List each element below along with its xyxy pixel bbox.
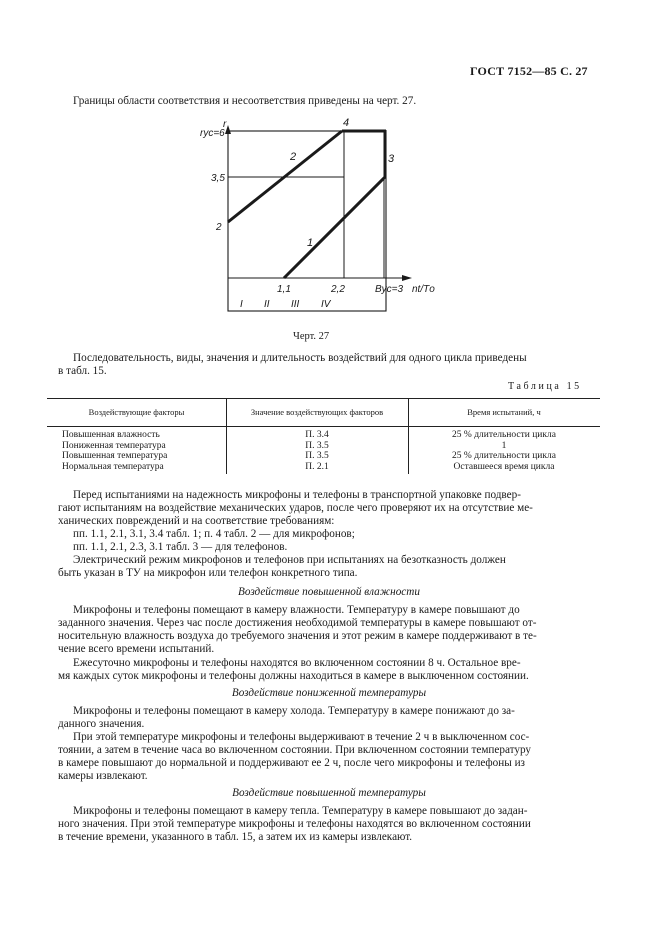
line-label-1: 1 — [307, 237, 314, 249]
line-label-3: 3 — [388, 153, 395, 165]
table-col-factors — [62, 430, 167, 472]
table-cell: Повышенная влажность — [62, 430, 160, 440]
table-cell: П. 2.1 — [305, 461, 329, 472]
sec2-line: тоянии, а затем в течение часа во включенном состоянии. При включенном состоянии температуру — [58, 744, 532, 756]
para1-line2: в табл. 15. — [58, 365, 107, 377]
sec2-line: данного значения. — [58, 718, 145, 730]
line-label-4: 4 — [343, 117, 350, 129]
y-tick-3-5: 3,5 — [211, 173, 225, 184]
table-cell: П. 3.5 — [305, 451, 329, 462]
sec2-line: в камере повышают до нормальной и поддерживают ее 2 ч, после чего микрофоны и телефоны из — [58, 757, 525, 769]
sec3-line: ного значения. При этой температуре микрофоны и телефоны находятся во включенном состоянии — [58, 818, 531, 830]
table-cell: Повышенная температура — [62, 451, 168, 462]
table-cell: П. 3.5 — [305, 440, 329, 451]
table-cell: 25 % длительности цикла — [452, 430, 556, 440]
sec2-line: Микрофоны и телефоны помещают в камеру холода. Температуру в камере понижают до за- — [73, 705, 515, 717]
sec2-line: камеры извлекают. — [58, 770, 148, 782]
table-cell: Пониженная температура — [62, 440, 166, 451]
table-cell: П. 3.4 — [305, 430, 329, 440]
zone-IV: IV — [321, 299, 331, 310]
intro-text: Границы области соответствия и несоответствия приведены на черт. 27. — [73, 95, 417, 107]
sec1-line: мя каждых суток микрофоны и телефоны должны находиться в камере в выключенном состоянии. — [58, 670, 529, 682]
section-heading-humidity: Воздействие повышенной влажности — [238, 586, 420, 598]
para2-line: ханических повреждений и на соответствие требованиям: — [58, 515, 335, 527]
table-cell: Оставшееся время цикла — [453, 461, 555, 472]
table-header-factors: Воздействующие факторы — [88, 407, 185, 417]
chart-27-diagram — [180, 112, 450, 322]
table-header-values: Значение воздействующих факторов — [250, 407, 384, 417]
zone-II: II — [264, 299, 270, 310]
table-cell: 25 % длительности цикла — [452, 451, 556, 462]
x-tick-2-2: 2,2 — [331, 284, 345, 295]
line-label-2: 2 — [290, 151, 297, 163]
sec1-line: заданного значения. Через час после достижения необходимой температуры в камере повышают от- — [58, 617, 537, 629]
sec3-line: Микрофоны и телефоны помещают в камеру тепла. Температуру в камере повышают до задан- — [73, 805, 528, 817]
y-axis-label: r — [223, 119, 227, 130]
para1-line1: Последовательность, виды, значения и длительность воздействий для одного цикла приведены — [73, 352, 527, 364]
y-tick-ryc: rус=6 — [200, 128, 225, 139]
zone-III: III — [291, 299, 300, 310]
boundary-line-1 — [284, 177, 385, 278]
para2-line: Перед испытаниями на надежность микрофоны и телефоны в транспортной упаковке подвер- — [73, 489, 521, 501]
x-tick-bus: Bус=3 — [375, 284, 404, 295]
sec1-line: Ежесуточно микрофоны и телефоны находятся во включенном состоянии 8 ч. Остальное вре- — [73, 657, 521, 669]
y-tick-2: 2 — [216, 222, 222, 233]
table-col-time — [408, 430, 600, 472]
table-col-values — [226, 430, 408, 472]
table-label: Таблица 15 — [508, 381, 582, 392]
section-heading-high-temp: Воздействие повышенной температуры — [232, 787, 426, 799]
sec1-line: носительную влажность воздуха до требуемого значения и этот режим в камере поддерживают в те- — [58, 630, 537, 642]
zone-I: I — [240, 299, 243, 310]
x-tick-1-1: 1,1 — [277, 284, 291, 295]
table-cell: 1 — [501, 440, 507, 451]
figure-caption: Черт. 27 — [293, 331, 330, 342]
table-cell: Нормальная температура — [62, 461, 164, 472]
sec1-line: Микрофоны и телефоны помещают в камеру влажности. Температуру в камере повышают до — [73, 604, 520, 616]
x-axis-arrow — [402, 275, 412, 281]
para2-line: пп. 1.1, 2.1, 2.3, 3.1 табл. 3 — для телефонов. — [73, 541, 288, 553]
sec3-line: в течение времени, указанного в табл. 15, а затем их из камеры извлекают. — [58, 831, 413, 843]
para2-line: быть указан в ТУ на микрофон или телефон конкретного типа. — [58, 567, 358, 579]
section-heading-low-temp: Воздействие пониженной температуры — [231, 687, 427, 699]
para2-line: Электрический режим микрофонов и телефонов при испытаниях на безотказность должен — [73, 554, 506, 566]
para2-line: пп. 1.1, 2.1, 3.1, 3.4 табл. 1; п. 4 табл. 2 — для микрофонов; — [73, 528, 355, 540]
table-header-time: Время испытаний, ч — [467, 407, 541, 417]
x-axis-label: nt/Tо — [412, 284, 435, 295]
sec1-line: чение всего времени испытаний. — [58, 643, 215, 655]
para2-line: гают испытаниям на воздействие механических ударов, после чего проверяют их на отсутствие ме- — [58, 502, 533, 514]
sec2-line: При этой температуре микрофоны и телефоны выдерживают в течение 2 ч в выключенном сос- — [73, 731, 530, 743]
page-header: ГОСТ 7152—85 С. 27 — [470, 64, 588, 78]
